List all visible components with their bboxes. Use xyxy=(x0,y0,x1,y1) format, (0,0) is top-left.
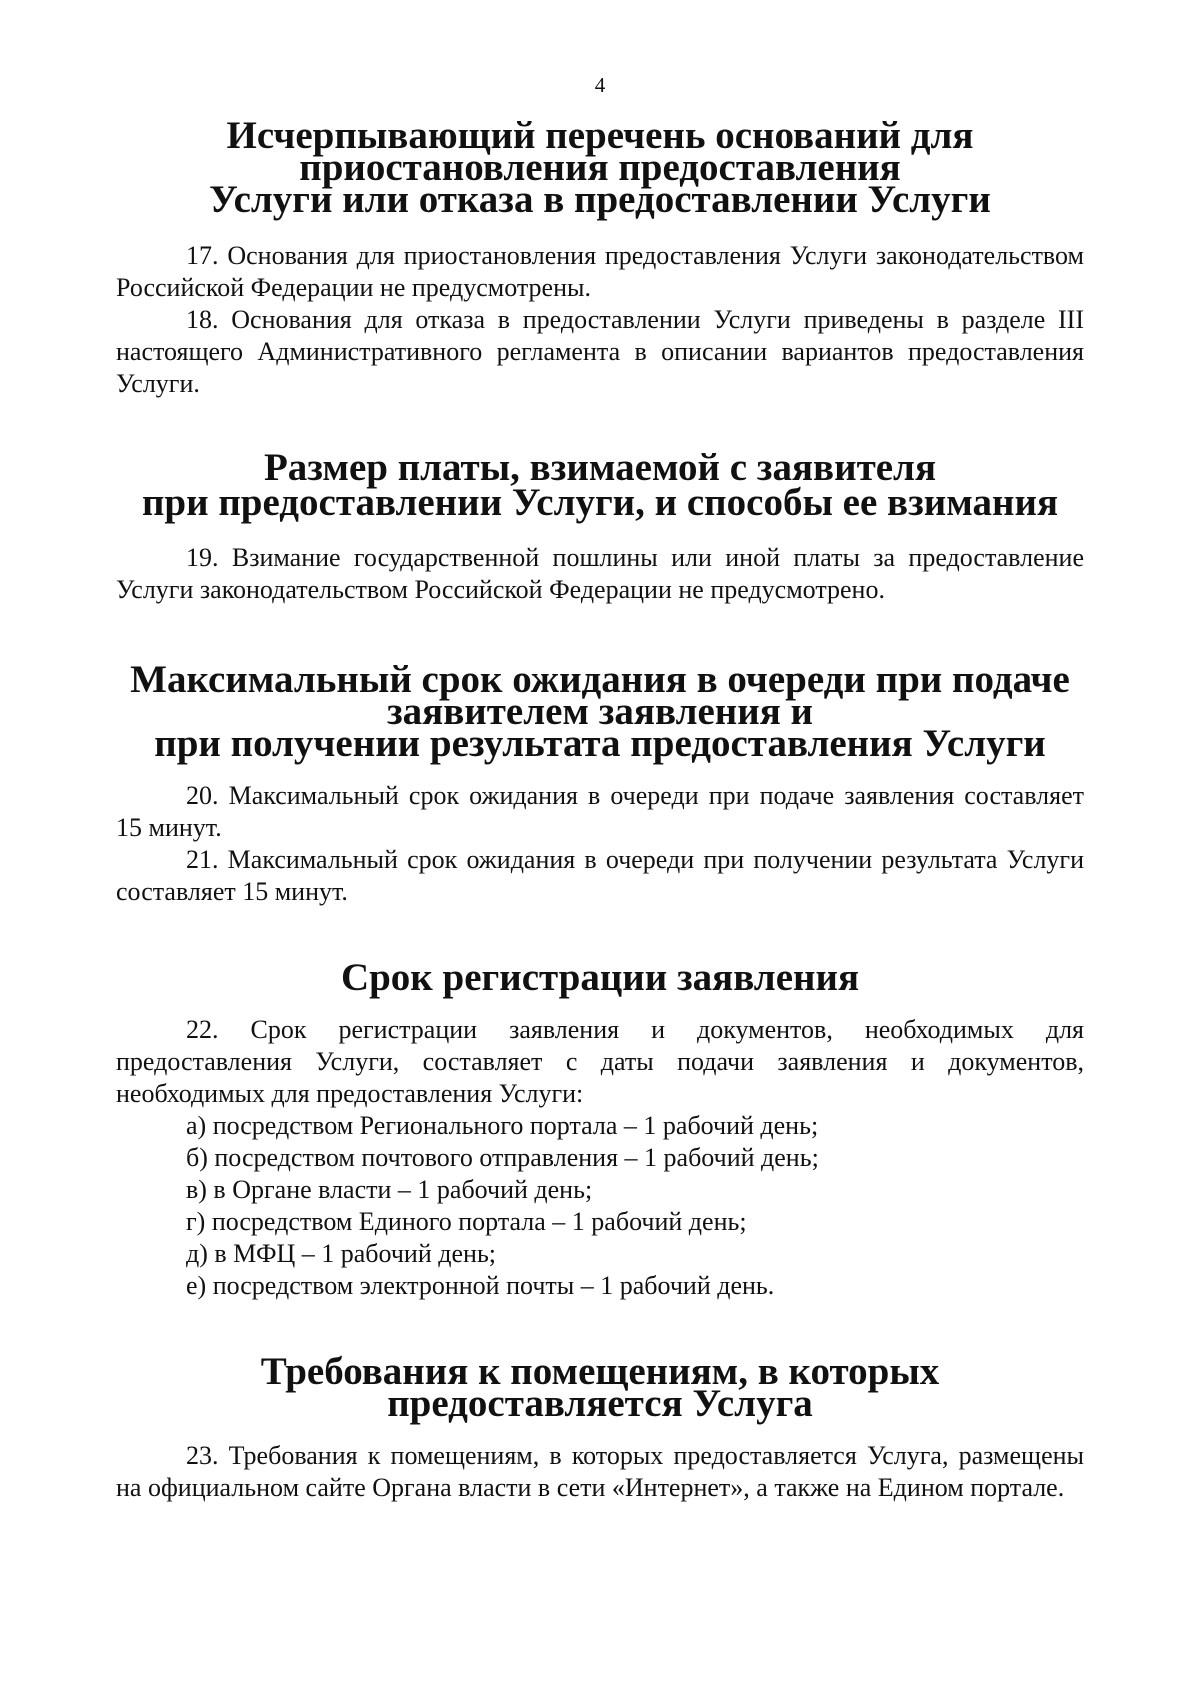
list-item: в) в Органе власти – 1 рабочий день; xyxy=(186,1175,593,1204)
heading-line: Исчерпывающий перечень оснований для приостановления предоставления xyxy=(226,114,974,189)
section-queue-time xyxy=(116,658,1084,908)
section-heading xyxy=(116,114,1084,221)
list-item: д) в МФЦ – 1 рабочий день; xyxy=(186,1239,497,1268)
section-suspension-grounds xyxy=(116,114,1084,400)
list-item: г) посредством Единого портала – 1 рабочий день; xyxy=(186,1207,747,1236)
paragraph-22: 22. Срок регистрации заявления и документов, необходимых для предоставления Услуги, составляет с даты подачи заявления и документов, необходимых для предоставления Услуги: xyxy=(116,1015,1084,1108)
paragraph-18: 18. Основания для отказа в предоставлении Услуги приведены в разделе III настоящего Административного регламента в описании вариантов предоставления Услуги. xyxy=(116,305,1084,398)
section-fee xyxy=(116,446,1084,606)
heading-line: Максимальный срок ожидания в очереди при подаче заявителем заявления и xyxy=(130,658,1070,733)
heading-line: Услуги или отказа в предоставлении Услуги xyxy=(209,178,991,221)
section-premises-requirements xyxy=(116,1350,1084,1504)
heading-line: Срок регистрации заявления xyxy=(340,956,860,999)
paragraph-17: 17. Основания для приостановления предоставления Услуги законодательством Российской Федерации не предусмотрены. xyxy=(116,241,1084,302)
paragraph-19: 19. Взимание государственной пошлины или иной платы за предоставление Услуги законодательством Российской Федерации не предусмотрено. xyxy=(116,543,1084,604)
heading-line: при предоставлении Услуги, и способы ее взимания xyxy=(141,481,1059,524)
paragraph-21: 21. Максимальный срок ожидания в очереди при получении результата Услуги составляет 15 минут. xyxy=(116,845,1084,906)
section-heading xyxy=(116,1350,1084,1425)
document-body xyxy=(116,114,1084,1504)
heading-line: Размер платы, взимаемой с заявителя xyxy=(263,446,937,489)
section-heading xyxy=(116,446,1084,524)
list-item: б) посредством почтового отправления – 1 рабочий день; xyxy=(186,1143,819,1172)
heading-line: Требования к помещениям, в которых предоставляется Услуга xyxy=(260,1350,940,1425)
heading-line: при получении результата предоставления Услуги xyxy=(154,722,1046,765)
list-item: е) посредством электронной почты – 1 рабочий день. xyxy=(186,1271,775,1300)
list-item: а) посредством Регионального портала – 1 рабочий день; xyxy=(186,1111,819,1140)
page-number: 4 xyxy=(594,73,606,97)
paragraph-23: 23. Требования к помещениям, в которых предоставляется Услуга, размещены на официальном сайте Органа власти в сети «Интернет», а также на Едином портале. xyxy=(116,1441,1084,1502)
registration-methods-list xyxy=(116,1110,1084,1302)
section-heading xyxy=(116,658,1084,765)
paragraph-20: 20. Максимальный срок ожидания в очереди при подаче заявления составляет 15 минут. xyxy=(116,781,1084,842)
section-registration-time xyxy=(116,956,1084,1302)
section-heading xyxy=(116,956,1084,999)
